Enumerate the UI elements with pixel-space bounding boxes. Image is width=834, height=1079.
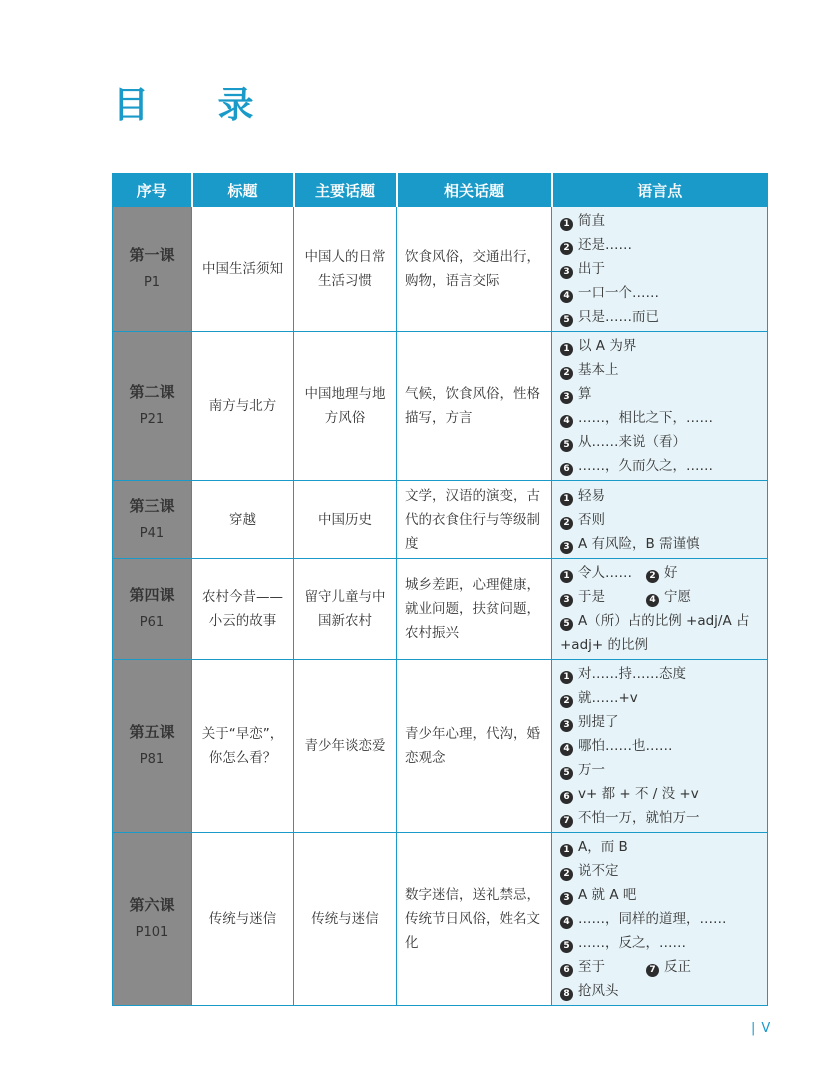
lesson-main-topic: 中国人的日常生活习惯: [294, 207, 397, 332]
lesson-number-cell: [113, 332, 192, 481]
number-badge-icon: 8: [560, 988, 573, 1001]
footer-divider: |: [751, 1021, 756, 1036]
lesson-row: [113, 833, 768, 1006]
language-point: 1 轻易: [560, 484, 759, 508]
lesson-page: P1: [143, 275, 161, 290]
lesson-label: 第六课: [129, 896, 175, 914]
number-badge-icon: 5: [560, 940, 573, 953]
lesson-row: [113, 481, 768, 559]
number-badge-icon: 5: [560, 618, 573, 631]
lesson-language-points: [552, 481, 768, 559]
page-number: V: [761, 1021, 771, 1036]
toc-table: [112, 173, 768, 1006]
lesson-label: 第一课: [129, 246, 175, 264]
language-point: 4 哪怕……也……: [560, 734, 759, 758]
lesson-label: 第三课: [129, 496, 175, 515]
number-badge-icon: 7: [560, 815, 573, 828]
number-badge-icon: 1: [560, 570, 573, 583]
language-point: 5 只是……而已: [560, 305, 759, 329]
number-badge-icon: 6: [560, 791, 573, 804]
number-badge-icon: 3: [560, 541, 573, 554]
header-number: 序号: [113, 174, 192, 207]
language-point: 2 基本上: [560, 358, 759, 382]
lesson-related-topics: 城乡差距，心理健康，就业问题，扶贫问题，农村振兴: [397, 559, 552, 660]
lesson-row: [113, 332, 768, 481]
number-badge-icon: 4: [560, 743, 573, 756]
lesson-row: [113, 559, 768, 660]
language-point: 4 ……，同样的道理，……: [560, 907, 759, 931]
language-point: 1 A，而 B: [560, 835, 759, 859]
number-badge-icon: 4: [560, 916, 573, 929]
lesson-related-topics: 文学，汉语的演变，古代的衣食住行与等级制度: [397, 481, 552, 559]
number-badge-icon: 2: [560, 367, 573, 380]
language-point: 2 说不定: [560, 859, 759, 883]
lesson-title: 南方与北方: [192, 332, 294, 481]
language-point: 2 就……+v: [560, 686, 759, 710]
lesson-related-topics: 青少年心理，代沟，婚恋观念: [397, 660, 552, 833]
header-title: 标题: [192, 174, 294, 207]
language-point: 1 对……持……态度: [560, 662, 759, 686]
language-point: 6 ……，久而久之，……: [560, 454, 759, 478]
language-point-pair: 1 令人…… 2 好: [560, 561, 759, 585]
language-point: 7 不怕一万，就怕万一: [560, 806, 759, 830]
number-badge-icon: 1: [560, 343, 573, 356]
page-title: 目 录: [113, 85, 282, 126]
lesson-related-topics: 饮食风俗，交通出行，购物，语言交际: [397, 207, 552, 332]
number-badge-icon: 7: [646, 964, 659, 977]
language-point: 5 从……来说（看）: [560, 430, 759, 454]
number-badge-icon: 5: [560, 439, 573, 452]
language-point: 1 简直: [560, 209, 759, 233]
lesson-label: 第二课: [129, 383, 175, 401]
language-point: 3 算: [560, 382, 759, 406]
lesson-page: P101: [135, 925, 169, 940]
number-badge-icon: 5: [560, 314, 573, 327]
number-badge-icon: 2: [560, 517, 573, 530]
number-badge-icon: 3: [560, 892, 573, 905]
lesson-row: [113, 207, 768, 332]
lesson-number-cell: [113, 207, 192, 332]
number-badge-icon: 2: [560, 695, 573, 708]
number-badge-icon: 1: [560, 218, 573, 231]
lesson-main-topic: 中国历史: [294, 481, 397, 559]
page-footer: [751, 1021, 770, 1036]
language-point: 3 别提了: [560, 710, 759, 734]
language-point: 4 一口一个……: [560, 281, 759, 305]
lesson-page: P41: [139, 525, 165, 541]
language-point: 3 出于: [560, 257, 759, 281]
language-point: 3 A 就 A 吧: [560, 883, 759, 907]
lesson-title: 中国生活须知: [192, 207, 294, 332]
number-badge-icon: 6: [560, 463, 573, 476]
lesson-language-points: [552, 833, 768, 1006]
lesson-number-cell: [113, 833, 192, 1006]
number-badge-icon: 1: [560, 671, 573, 684]
lesson-main-topic: 中国地理与地方风俗: [294, 332, 397, 481]
number-badge-icon: 6: [560, 964, 573, 977]
lesson-title: 关于“早恋”，你怎么看？: [192, 660, 294, 833]
language-point: 6 v+ 都 + 不 / 没 +v: [560, 782, 759, 806]
number-badge-icon: 4: [560, 415, 573, 428]
lesson-number-cell: [113, 559, 192, 660]
number-badge-icon: 5: [560, 767, 573, 780]
number-badge-icon: 1: [560, 844, 573, 857]
lesson-language-points: [552, 559, 768, 660]
language-point: 2 还是……: [560, 233, 759, 257]
lesson-title: 传统与迷信: [192, 833, 294, 1006]
lesson-main-topic: 留守儿童与中国新农村: [294, 559, 397, 660]
language-point: 8 抢风头: [560, 979, 759, 1003]
lesson-related-topics: 数字迷信，送礼禁忌，传统节日风俗，姓名文化: [397, 833, 552, 1006]
lesson-language-points: [552, 207, 768, 332]
number-badge-icon: 4: [560, 290, 573, 303]
header-related-topics: 相关话题: [397, 174, 552, 207]
lesson-label: 第五课: [129, 723, 175, 741]
language-point: 5 ……，反之，……: [560, 931, 759, 955]
number-badge-icon: 2: [646, 570, 659, 583]
number-badge-icon: 4: [646, 594, 659, 607]
number-badge-icon: 3: [560, 719, 573, 732]
language-point: 5 A（所）占的比例 +adj/A 占 +adj+ 的比例: [560, 613, 750, 653]
lesson-title: 农村今昔——小云的故事: [192, 559, 294, 660]
lesson-language-points: [552, 332, 768, 481]
number-badge-icon: 2: [560, 868, 573, 881]
language-point: 5 万一: [560, 758, 759, 782]
number-badge-icon: 2: [560, 242, 573, 255]
lesson-main-topic: 传统与迷信: [294, 833, 397, 1006]
header-main-topic: 主要话题: [294, 174, 397, 207]
lesson-number-cell: [113, 481, 192, 559]
language-point: 3 A 有风险，B 需谨慎: [560, 532, 759, 556]
lesson-label: 第四课: [129, 586, 175, 604]
number-badge-icon: 1: [560, 493, 573, 506]
lesson-main-topic: 青少年谈恋爱: [294, 660, 397, 833]
lesson-page: P61: [139, 615, 165, 630]
lesson-number-cell: [113, 660, 192, 833]
language-point-pair: 6 至于 7 反正: [560, 955, 759, 979]
lesson-related-topics: 气候，饮食风俗，性格描写，方言: [397, 332, 552, 481]
lesson-page: P81: [139, 752, 165, 767]
number-badge-icon: 3: [560, 391, 573, 404]
header-row: [113, 174, 768, 207]
language-point-pair: 3 于是 4 宁愿: [560, 585, 759, 609]
lesson-row: [113, 660, 768, 833]
lesson-title: 穿越: [192, 481, 294, 559]
language-point: 1 以 A 为界: [560, 334, 759, 358]
number-badge-icon: 3: [560, 266, 573, 279]
header-language-points: 语言点: [552, 174, 768, 207]
lesson-page: P21: [139, 412, 165, 427]
lesson-language-points: [552, 660, 768, 833]
number-badge-icon: 3: [560, 594, 573, 607]
language-point: 2 否则: [560, 508, 759, 532]
language-point: 4 ……，相比之下，……: [560, 406, 759, 430]
